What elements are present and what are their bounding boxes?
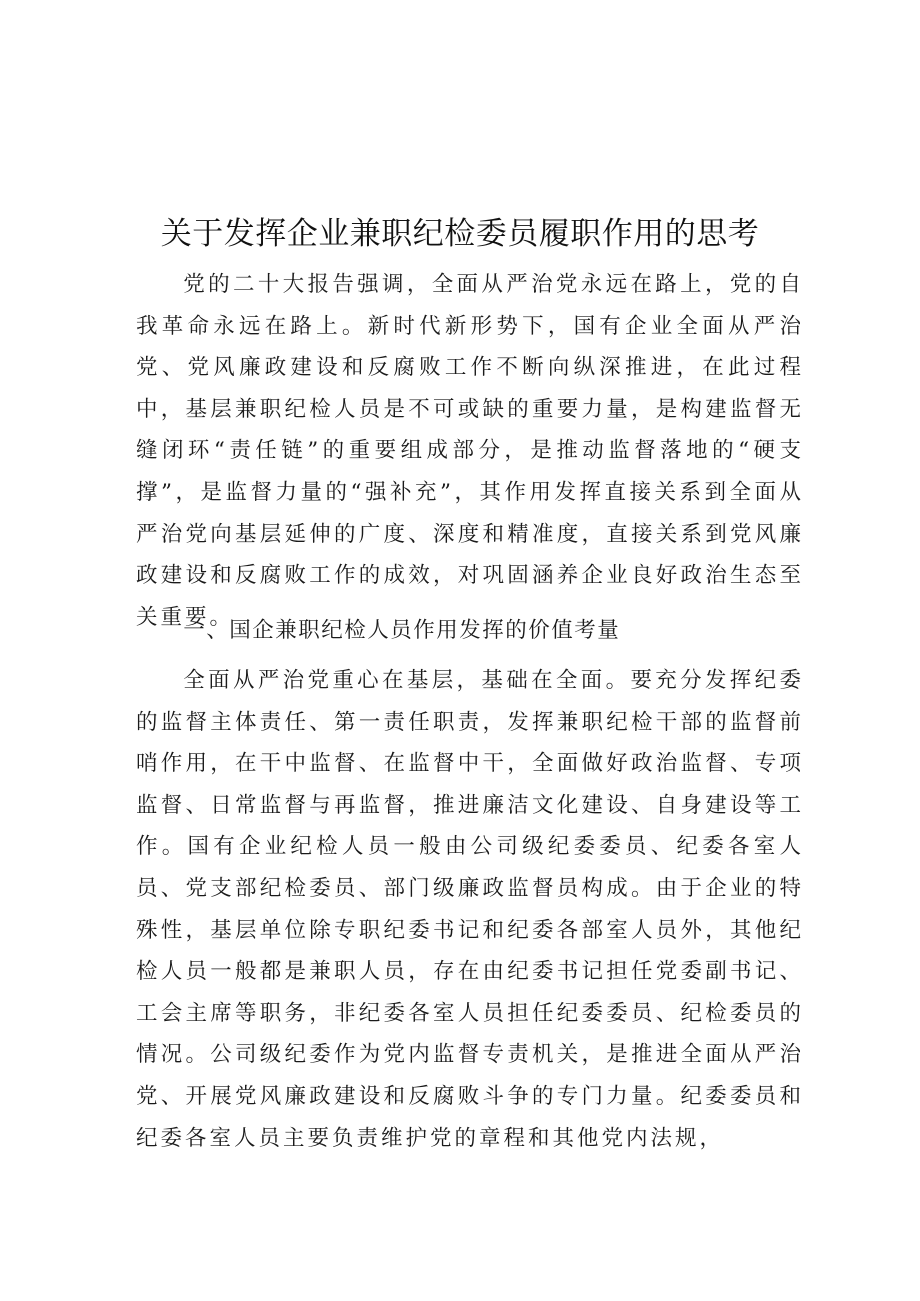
intro-paragraph: 党的二十大报告强调，全面从严治党永远在路上，党的自我革命永远在路上。新时代新形势下，国有企业全面从严治党、党风廉政建设和反腐败工作不断向纵深推进，在此过程中，基层兼职纪检人员是不可或缺的重要力量，是构建监督无缝闭环“责任链”的重要组成部分，是推动监督落地的“硬支撑”，是监督力量的“强补充”，其作用发挥直接关系到全面从严治党向基层延伸的广度、深度和精准度，直接关系到党风廉政建设和反腐败工作的成效，对巩固涵养企业良好政治生态至关重要。 bbox=[136, 272, 804, 630]
section-paragraph: 全面从严治党重心在基层，基础在全面。要充分发挥纪委的监督主体责任、第一责任职责，发挥兼职纪检干部的监督前哨作用，在干中监督、在监督中干，全面做好政治监督、专项监督、日常监督与再监督，推进廉洁文化建设、自身建设等工作。国有企业纪检人员一般由公司级纪委委员、纪委各室人员、党支部纪检委员、部门级廉政监督员构成。由于企业的特殊性，基层单位除专职纪委书记和纪委各部室人员外，其他纪检人员一般都是兼职人员，存在由纪委书记担任党委副书记、工会主席等职务，非纪委各室人员担任纪委委员、纪检委员的情况。公司级纪委作为党内监督专责机关，是推进全面从严治党、开展党风廉政建设和反腐败斗争的专门力量。纪委委员和纪委各室人员主要负责维护党的章程和其他党内法规， bbox=[136, 668, 804, 1151]
document-title: 关于发挥企业兼职纪检委员履职作用的思考 bbox=[160, 216, 760, 252]
section-heading: 一、国企兼职纪检人员作用发挥的价值考量 bbox=[183, 618, 621, 643]
